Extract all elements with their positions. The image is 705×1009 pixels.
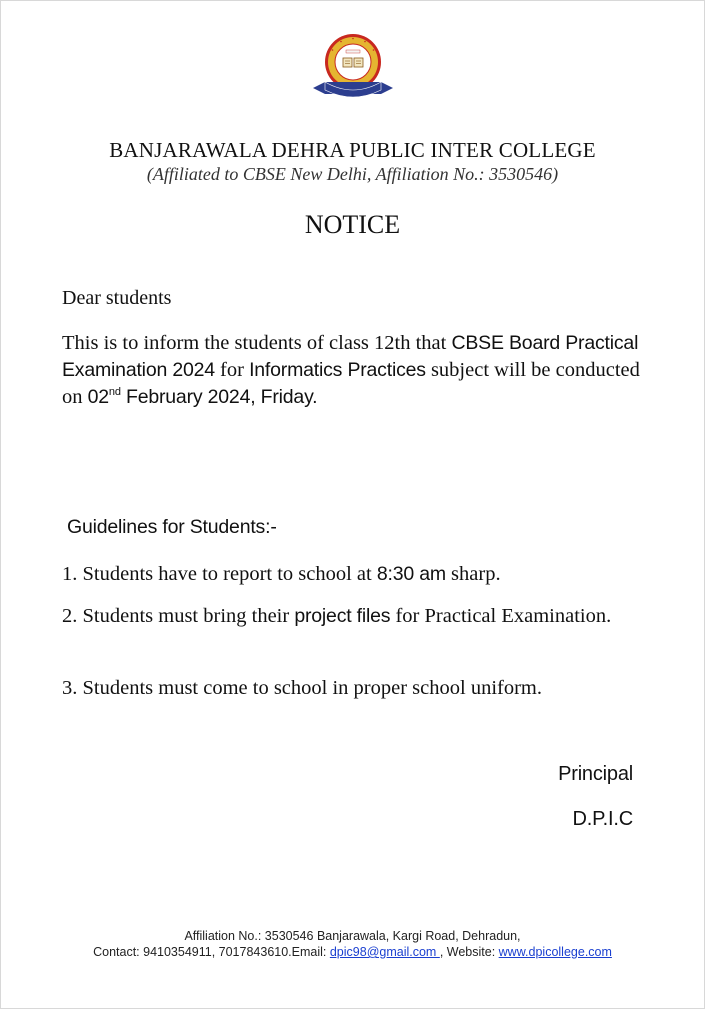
body-text-1: This is to inform the students of class 12th that (62, 332, 452, 354)
guideline-2-post: for Practical Examination. (390, 605, 612, 627)
salutation: Dear students (62, 287, 172, 309)
body-text-2: for (214, 359, 250, 381)
footer (0, 928, 705, 960)
affiliation-line: (Affiliated to CBSE New Delhi, Affiliation No.: 3530546) (146, 164, 559, 184)
notice-title: NOTICE (304, 210, 401, 239)
college-name: BANJARAWALA DEHRA PUBLIC INTER COLLEGE (109, 138, 596, 162)
exam-name: CBSE Board Practical Examination 2024 (62, 332, 639, 381)
logo-inner-disc (335, 44, 371, 80)
guideline-1-post: sharp. (445, 563, 501, 585)
exam-date-rest: February 2024, Friday. (120, 386, 318, 408)
guideline-2-pre: 2. Students must bring their (62, 605, 295, 627)
footer-separator: , Website: (439, 945, 499, 959)
footer-address: Affiliation No.: 3530546 Banjarawala, Kargi Road, Dehradun, (184, 929, 521, 943)
email-link[interactable]: dpic98@gmail.com (329, 945, 440, 959)
exam-date-suffix: nd (108, 386, 121, 398)
guideline-item-1 (62, 561, 662, 588)
logo-estd-bar (346, 50, 360, 53)
signature-title: Principal (558, 763, 633, 785)
college-logo (303, 30, 403, 105)
notice-body (62, 330, 652, 411)
project-files: project files (294, 605, 391, 627)
exam-date (88, 386, 318, 408)
reporting-time: 8:30 am (376, 563, 446, 585)
guideline-item-3: 3. Students must come to school in proper school uniform. (62, 677, 542, 699)
body-text-3: subject will be conducted on (62, 359, 640, 408)
footer-contact-prefix: Contact: 9410354911, 7017843610.Email: (93, 945, 330, 959)
guidelines-heading: Guidelines for Students:- (67, 516, 277, 538)
exam-date-day: 02 (87, 386, 109, 408)
subject-name: Informatics Practices (249, 359, 426, 381)
footer-contact (0, 944, 705, 960)
signature-org: D.P.I.C (572, 808, 633, 830)
guideline-1-pre: 1. Students have to report to school at (62, 563, 377, 585)
website-link[interactable]: www.dpicollege.com (498, 945, 612, 959)
guideline-item-2 (62, 603, 662, 630)
